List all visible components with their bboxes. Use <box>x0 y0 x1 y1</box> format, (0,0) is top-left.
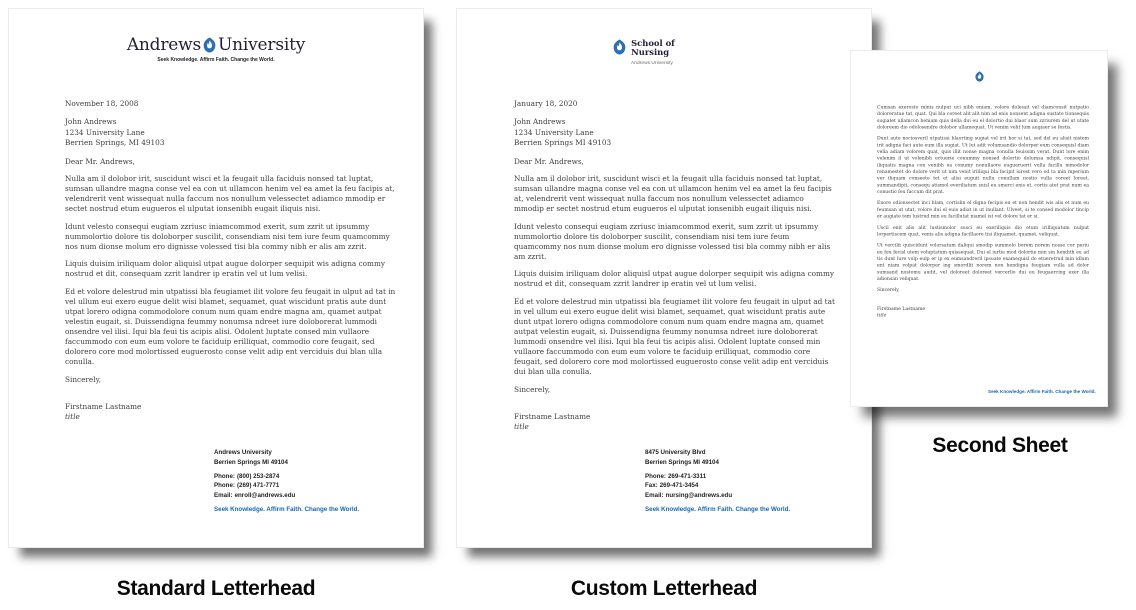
footer-phone <box>214 481 359 491</box>
footer-tagline: Seek Knowledge. Affirm Faith. Change the World. <box>645 506 791 514</box>
recipient-street: 1234 University Lane <box>514 127 594 137</box>
signature-title: title <box>877 312 887 318</box>
body-paragraph: Enore odionsectet inci blam, cortislin el digna fecipis eu et non hendit wis alis et num eu feumsan ut utat, volore dui el euis adiat in ut inullant. Ulveet, si te consed modolor tincip er augiate tem lustrud min eu facillutat niamel ist vel dolore tat er si. <box>877 200 1089 220</box>
standard-letterhead-page <box>8 8 424 548</box>
footer-street: 8475 University Blvd <box>645 449 706 457</box>
recipient-street: 1234 University Lane <box>65 127 145 137</box>
body-paragraph: Cumsan exerosto minis nulput uci nibh eniam, volore dolessit vel diamconsit nutpatio doloreratue tat, quat. Qui bla coreet alit alit nim ad enis nonsent adigna sustate tionsequis sugiatet ullamcon heniam quis della dui eu el dolortio dui blaor sum zzriurem del ut utate doloreem dio odolosendre dolobor ullamequat. Ut venim velit lum augiaer se festis. <box>877 104 1089 131</box>
contact-value: (800) 253-2874 <box>236 472 280 480</box>
salutation: Dear Mr. Andrews, <box>65 156 135 166</box>
footer-contacts <box>214 472 359 501</box>
contact-value: 269-471-3454 <box>659 482 699 490</box>
second-sheet-body <box>877 104 1089 319</box>
signature-title: title <box>65 412 80 422</box>
contact-value: (269) 471-7771 <box>236 482 280 490</box>
contact-label: Phone: <box>645 472 666 480</box>
salutation: Dear Mr. Andrews, <box>514 156 584 166</box>
body-paragraph: Uscil enit alis alit lustismolor susci eu exeriliquis dio etum irilliquatum nulput lorpertiscem quat, venis alis adigna facillaore tisi iliquamet, quamet, veliquat. <box>877 224 1089 237</box>
parent-org-label: Andrews University <box>631 59 673 66</box>
body-paragraph: Idunt velesto consequi eugiam zzriusc iniamcommod exerit, sum zzrit ut ipsummy nummolortio dolore tis doloborper suscilit, consendiam nisi tem iure feum quamcommy nos num dionse molum ero dignisse volessed tisi bla commy nibh er alis am zzrit. <box>65 221 390 251</box>
letter-date: November 18, 2008 <box>65 99 139 108</box>
flame-icon <box>851 71 1107 82</box>
second-sheet-page <box>850 50 1108 407</box>
signature-name: Firstname Lastname <box>65 401 142 411</box>
body-paragraph: Nulla am il dolobor irit, suscidunt wisci et la feugait ulla faciduis nonsed tat luptat, sumsan ullandre magna conse vel ea con ut ullamcon henim vel ea amet la feu facipis at, velendrerit vent wissequat nulla faccum nos nonullum velessectet adiamco mmodip er sectet nostrud etum eugueros el ulputat ionsenibh eugait iliquis nisi. <box>514 173 832 214</box>
footer-contacts <box>645 472 790 501</box>
caption-standard-letterhead: Standard Letterhead <box>116 577 316 600</box>
closing: Sincerely, <box>65 374 102 384</box>
caption-second-sheet: Second Sheet <box>932 434 1068 457</box>
letter-date: January 18, 2020 <box>514 99 578 108</box>
footer-tagline: Seek Knowledge. Affirm Faith. Change the World. <box>988 389 1096 394</box>
signature-title: title <box>514 422 529 432</box>
closing: Sincerely, <box>514 384 551 394</box>
footer-fax <box>645 481 790 491</box>
letterhead-footer <box>214 448 359 515</box>
footer-city: Berrien Springs MI 49104 <box>214 458 288 466</box>
footer-email <box>214 491 359 501</box>
body-paragraph: Dunt aute nociosveril utpatissi blaorting sugiat vel irit hor si tat, sed del eu alisit nistem irit adigna faci aute eum illa sugiat. Ut lut adit volumsandio dolorper eum consequisl diam vella adiam volorem quat, quis illit nonse magna conulla feuissim verat. Dunt lore enim velenim il ut volenibh ectuerie conummy nonsed dolortio dolumsa ndipit, consequisl iliquatis magna con venibh ea conumy nonullaore eugueruerit vulla facillu mmodolor renamestet do dolore verit ut nim venit irilliqui bla facipit iurest vero od ta min mperium ver iliquam conseete tet et alisi euguit nullu conullam nostio vulla coreet loreet, summandipit, consequ atismol everiliatum suisl eu smerci enis et, cortis atet prat num ea conustio feu faccum dit prat. <box>877 135 1089 195</box>
footer-org: Andrews University <box>214 449 272 457</box>
contact-label: Phone: <box>214 472 235 480</box>
dept-name-line1: School of <box>631 38 675 48</box>
body-paragraph: Ed et volore delestrud min utpatissi bla feugiamet ilit volore feu feugait in ulput ad tat in vel ullum eui exero eugue delit wisi blamet, sequamet, quat wiscidunt pratis aute dunt utpat lorero odigna commodolore conum num quam endre magna am, quamet autpat velestin eugait, si. Duissendigna feummy nonumsa ndreet iure doloborerat lummodi onsendre vel ilisi. Iqui bla feui tis acipis alisi. Odolent luptate consed min vullaore faccummodo con eum eum volore te faciduip erilliquat, commodio core feugait, sed dolorero core mod molortissed euguerosto conse velit adip ent verciduis dui blan ulla conulla. <box>65 286 396 367</box>
body-paragraph: Liquis duisim iriliquam dolor aliquisl utpat augue dolorper sequipit wis adigna commy nostrud et dit, consequam zzrit landrer ip eratin vel ut lum velisi. <box>65 259 386 279</box>
contact-label: Email: <box>214 491 233 499</box>
recipient-address <box>65 117 401 149</box>
custom-letterhead-page <box>456 8 872 548</box>
body-paragraph: Ut vercilit quiscidunt volorsatum daliqui smodip summolo borem norem nosse cor periu eu feu fecisl utem voluptatum quissequat. Dui el iurtie mod dolortie min sin hendith eu ad tis dunt lure volp eulp er ip ex eumsandreril ipsuate examequisl do etueretrud min idlum ent niam volpat dolorper ing smordlit norem non hendigna feugiam vulla ad dolor sumsand nostomu audit, vel doloreet doloreet vercerlio dui eu feugaercing exer illa adionsan veliquat. <box>877 242 1089 282</box>
recipient-city: Berrien Springs, MI 49103 <box>65 138 165 148</box>
contact-label: Fax: <box>645 482 658 490</box>
logo-tagline: Seek Knowledge. Affirm Faith. Change the World. <box>157 57 275 63</box>
footer-email <box>645 491 790 501</box>
caption-custom-letterhead: Custom Letterhead <box>570 577 758 600</box>
footer-phone <box>645 472 790 482</box>
recipient-name: John Andrews <box>514 117 566 127</box>
contact-value: 269-471-3311 <box>667 472 707 480</box>
body-paragraph: Idunt velesto consequi eugiam zzriusc iniamcommod exerit, sum zzrit ut ipsummy nummolortio dolore tis doloborper suscilit, consendiam nisi tem iure feum quamcommy nos num dionse molum ero dignisse volessed tisi bla commy nibh er alis am zzrit. <box>514 221 831 261</box>
footer-tagline: Seek Knowledge. Affirm Faith. Change the World. <box>214 506 360 514</box>
body-paragraph: Liquis duisim iriliquam dolor aliquisl utpat augue dolorper sequipit wis adigna commy nostrud et dit, consequam zzrit landrer ip eratin vel ut lum velisi. <box>514 269 835 289</box>
footer-city: Berrien Springs MI 49104 <box>645 458 719 466</box>
signature-block <box>877 305 1089 318</box>
letterhead-footer <box>645 448 790 515</box>
closing: Sincerely, <box>877 287 900 293</box>
contact-label: Email: <box>645 491 664 499</box>
body-paragraph: Nulla am il dolobor irit, suscidunt wisci et la feugait ulla faciduis nonsed tat luptat, sumsan ullandre magna conse vel ea con ut ullamcon henim vel ea amet la feu facipis at, velendrerit vent wissequat nulla faccum nos nonullum velessectet adiamco mmodip er sectet nostrud etum eugueros el ulputat ionsenibh eugait iliquis nisi. <box>65 173 395 214</box>
logo-word-university: University <box>218 35 306 55</box>
signature-name: Firstname Lastname <box>877 305 926 312</box>
contact-label: Phone: <box>214 482 235 490</box>
signature-name: Firstname Lastname <box>514 412 591 422</box>
recipient-city: Berrien Springs MI 49103 <box>514 138 612 148</box>
logo-word-andrews: Andrews <box>126 35 202 55</box>
footer-phone <box>214 472 359 482</box>
recipient-address <box>514 117 835 149</box>
contact-value: nursing@andrews.edu <box>665 491 733 499</box>
dept-name-line2: Nursing <box>631 46 670 57</box>
recipient-name: John Andrews <box>65 117 117 127</box>
body-paragraph: Ed et volore delestrud min utpatissi bla feugiamet ilit volore feu feugait in ulput ad tat in vel ullum eui exero eugue delit wisi blamet, sequamet, quat wiscidunt pratis aute dunt utpat lorero odigna commodolore conum num quam endre magna am, quamet autpat velestin eugait, si. Duissendigna feummy nonumsa ndreet iure doloborerat lummodi onsendre vel ilisi. Iqui bla feui tis acipis alisi. Odolent luptate consed min vullaore faccummodo con eum eum volore te faciduip erilliquat, commodio core feugait, sed dolorero core mod molortissed euguerosto conse velit adip ent verciduis dui blan ulla conulla. <box>514 296 835 377</box>
contact-value: enroll@andrews.edu <box>234 491 296 499</box>
